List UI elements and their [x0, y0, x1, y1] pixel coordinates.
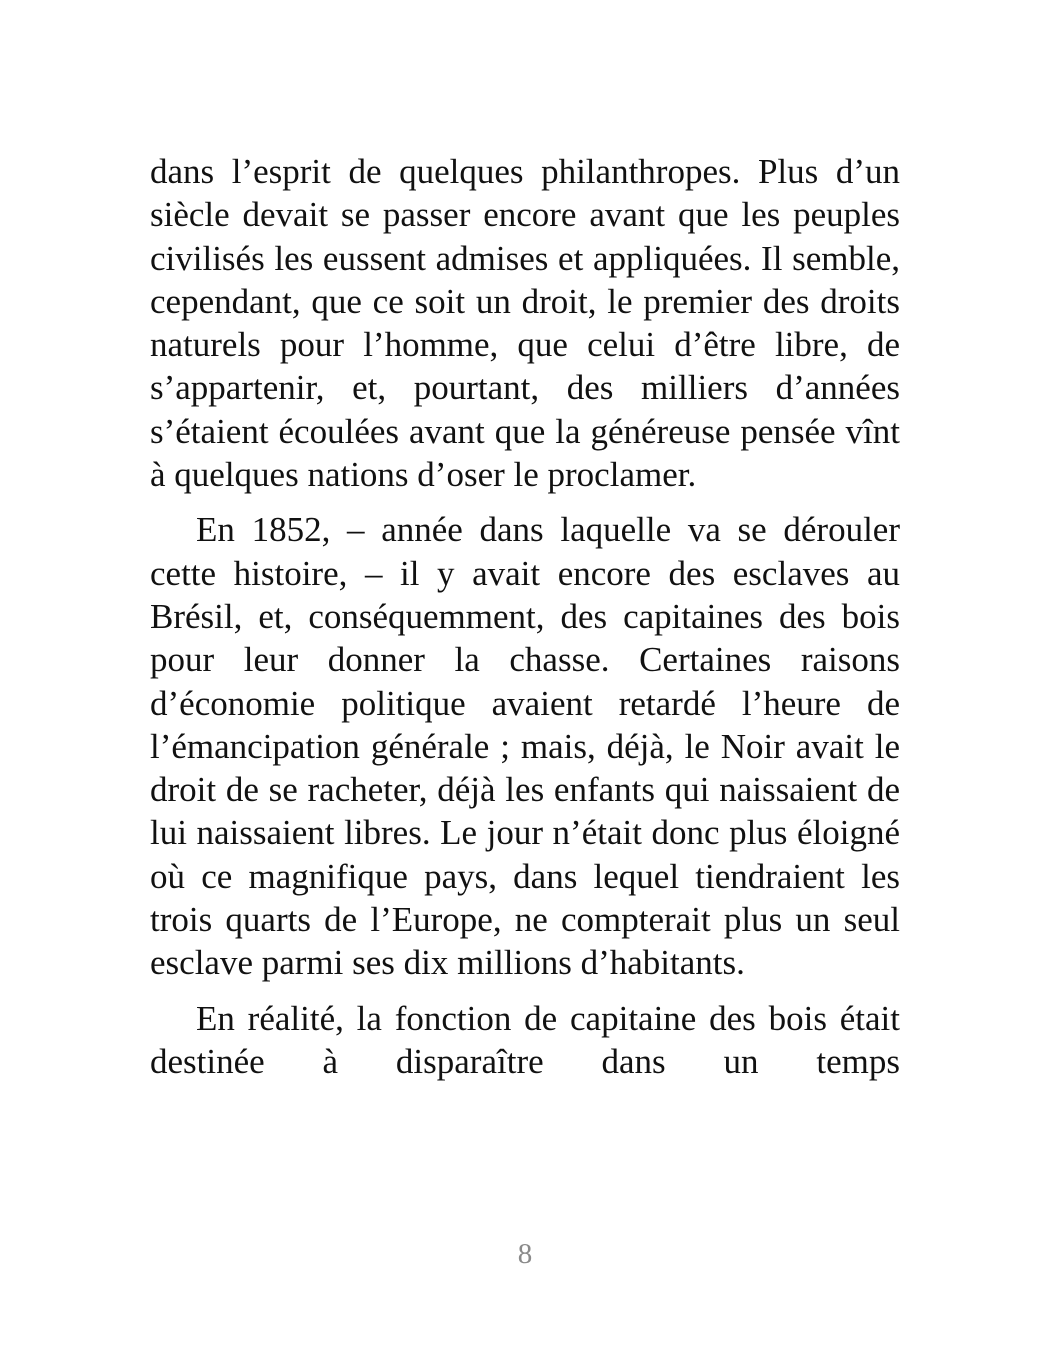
page-body [150, 150, 900, 1083]
paragraph-2: En 1852, – année dans laquelle va se dérouler cette histoire, – il y avait encore des esclaves au Brésil, et, conséquemment, des capitaines des bois pour leur donner la chasse. Certaines raisons d’économie politique avaient retardé l’heure de l’émancipation générale ; mais, déjà, le Noir avait le droit de se racheter, déjà les enfants qui naissaient de lui naissaient libres. Le jour n’était donc plus éloigné où ce magnifique pays, dans lequel tiendraient les trois quarts de l’Europe, ne compterait plus un seul esclave parmi ses dix millions d’habitants. [150, 510, 900, 983]
paragraph-3: En réalité, la fonction de capitaine des bois était destinée à disparaître dans un temps [150, 998, 900, 1081]
paragraph-1: dans l’esprit de quelques philanthropes. Plus d’un siècle devait se passer encore avant que les peuples civilisés les eussent admises et appliquées. Il semble, cependant, que ce soit un droit, le premier des droits naturels pour l’homme, que celui d’être libre, de s’appartenir, et, pourtant, des milliers d’années s’étaient écoulées avant que la généreuse pensée vînt à quelques nations d’oser le proclamer. [150, 152, 900, 495]
page-number: 8 [517, 1238, 533, 1270]
